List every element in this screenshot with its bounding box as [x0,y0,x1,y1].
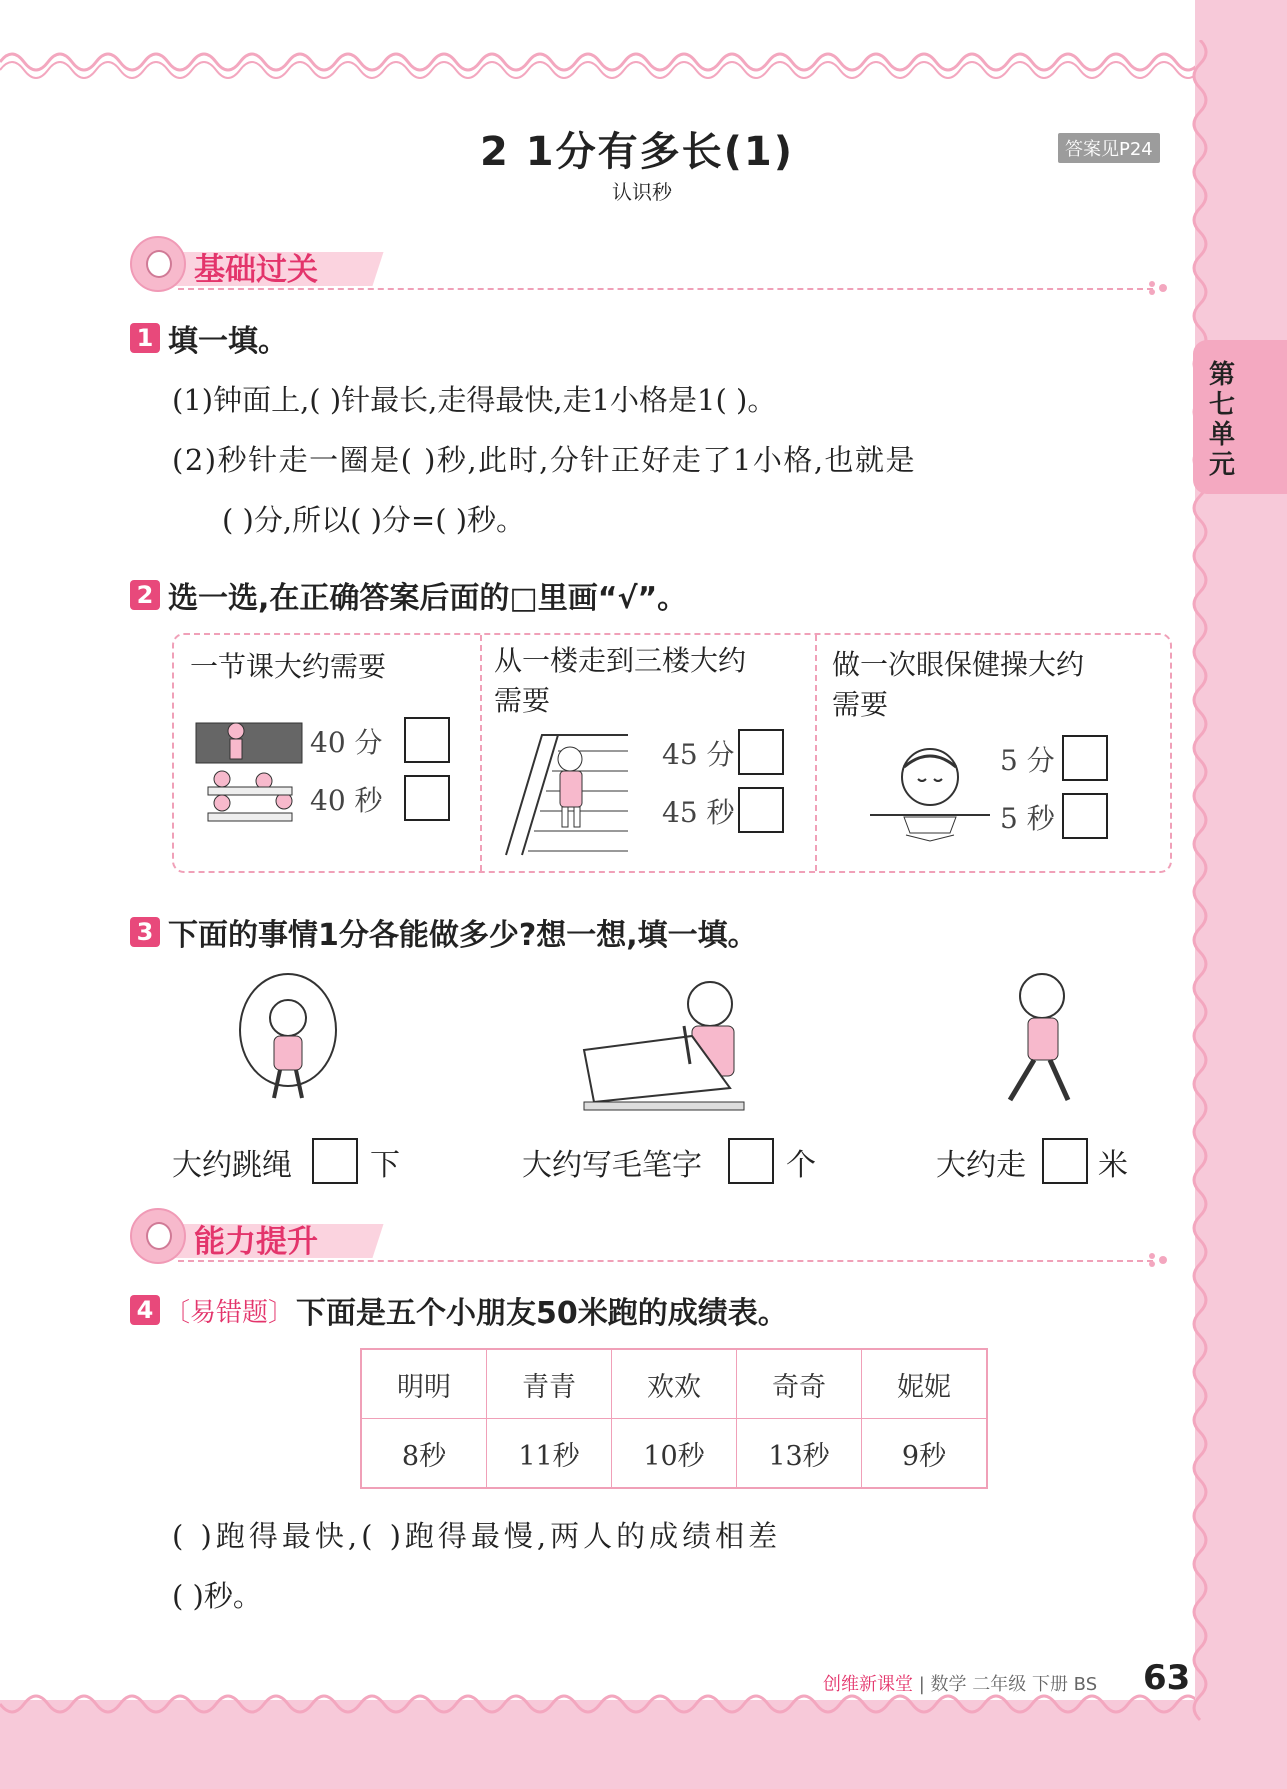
choice-cell-2-title: 从一楼走到三楼大约 [494,644,747,677]
dots-icon [1148,1252,1170,1268]
checkbox-cell-1-option-1[interactable] [404,717,450,763]
answer-box-jump-rope[interactable] [312,1138,358,1184]
answer-reference-badge: 答案见P24 [1058,133,1160,163]
checkbox-cell-2-option-1[interactable] [738,729,784,775]
table-cell: 10秒 [612,1419,737,1489]
cartoon-face-icon [130,236,186,292]
checkbox-cell-2-option-2[interactable] [738,787,784,833]
table-cell: 11秒 [487,1419,612,1489]
q3-item-3-after: 米 [1098,1148,1128,1183]
section-header-basic [130,236,1170,296]
eye-exercise-illustration [870,737,990,849]
table-row [361,1349,987,1419]
question-1-heading [130,316,288,360]
table-cell: 8秒 [361,1419,487,1489]
dashed-rule [178,288,1153,290]
q3-item-3-before: 大约走 [936,1148,1026,1183]
table-cell: 13秒 [737,1419,862,1489]
choice-cell-3-title: 做一次眼保健操大约 [832,648,1085,681]
section-title-advanced: 能力提升 [194,1224,318,1260]
question-number: 4 [130,1295,160,1325]
page-number: 63 [1143,1658,1191,1698]
question-4-line-1: ( )跑得最快,( )跑得最慢,两人的成绩相差 [172,1519,782,1553]
choice-cell-3-option-2: 5 秒 [1000,802,1055,835]
table-cell: 奇奇 [737,1349,862,1419]
checkbox-cell-3-option-2[interactable] [1062,793,1108,839]
answer-box-walking[interactable] [1042,1138,1088,1184]
table-cell: 欢欢 [612,1349,737,1419]
grid-divider [815,635,817,871]
wavy-border-right [1190,40,1230,1730]
footer-brand: 创维新课堂 [823,1674,913,1695]
question-2-heading [130,573,687,617]
question-1-text: 填一填。 [168,324,288,359]
table-row [361,1419,987,1489]
dashed-rule [178,1260,1153,1262]
calligraphy-illustration [580,970,756,1112]
jump-rope-illustration [232,970,344,1112]
q3-item-2-after: 个 [786,1148,816,1183]
footer-info [823,1670,1097,1696]
choice-cell-1-title: 一节课大约需要 [190,650,387,683]
q3-item-1-before: 大约跳绳 [172,1148,292,1183]
unit-tab-label: 第七单元 [1209,360,1236,480]
question-4-line-2: ( )秒。 [172,1579,262,1613]
question-3-text: 下面的事情1分各能做多少?想一想,填一填。 [168,918,758,953]
checkbox-cell-1-option-2[interactable] [404,775,450,821]
wavy-border-bottom [0,1690,1195,1734]
question-1-line-3: ( )分,所以( )分=( )秒。 [222,503,526,537]
table-cell: 青青 [487,1349,612,1419]
question-3-heading [130,910,758,954]
question-1-line-1: (1)钟面上,( )针最长,走得最快,走1小格是1( )。 [172,383,777,417]
choice-cell-2-title-line-2: 需要 [494,684,551,717]
q3-item-2-before: 大约写毛笔字 [522,1148,702,1183]
section-header-advanced [130,1208,1170,1268]
wavy-border-top [0,40,1195,84]
choice-cell-1-option-1: 40 分 [310,726,383,759]
footer-book-info: | 数学 二年级 下册 BS [918,1674,1098,1695]
section-title-basic: 基础过关 [194,252,318,288]
error-prone-tag: 〔易错题〕 [164,1297,295,1328]
page-title: 2 1分有多长(1) [480,129,794,175]
table-cell: 明明 [361,1349,487,1419]
question-number: 2 [130,580,160,610]
dots-icon [1148,280,1170,296]
question-2-text: 选一选,在正确答案后面的□里画“√”。 [168,581,688,616]
question-1-line-2: (2)秒针走一圈是( )秒,此时,分针正好走了1小格,也就是 [172,443,917,477]
choice-cell-3-title-line-2: 需要 [832,688,889,721]
q3-item-1-after: 下 [370,1148,400,1183]
page-subtitle: 认识秒 [612,180,672,204]
grid-divider [480,635,482,871]
question-number: 3 [130,917,160,947]
choice-cell-2-option-1: 45 分 [662,738,735,771]
table-cell: 妮妮 [862,1349,988,1419]
question-4-heading [130,1288,788,1332]
stairs-illustration [502,731,632,859]
question-number: 1 [130,323,160,353]
cartoon-monkey-icon [130,1208,186,1264]
choice-cell-1-option-2: 40 秒 [310,784,383,817]
choice-cell-3-option-1: 5 分 [1000,744,1055,777]
unit-tab [1193,340,1287,494]
answer-box-calligraphy[interactable] [728,1138,774,1184]
scores-table [360,1348,988,1489]
question-4-text: 下面是五个小朋友50米跑的成绩表。 [296,1296,788,1331]
choice-grid [172,633,1172,873]
table-cell: 9秒 [862,1419,988,1489]
classroom-illustration [194,717,306,829]
checkbox-cell-3-option-1[interactable] [1062,735,1108,781]
walking-girl-illustration [990,968,1094,1114]
choice-cell-2-option-2: 45 秒 [662,796,735,829]
